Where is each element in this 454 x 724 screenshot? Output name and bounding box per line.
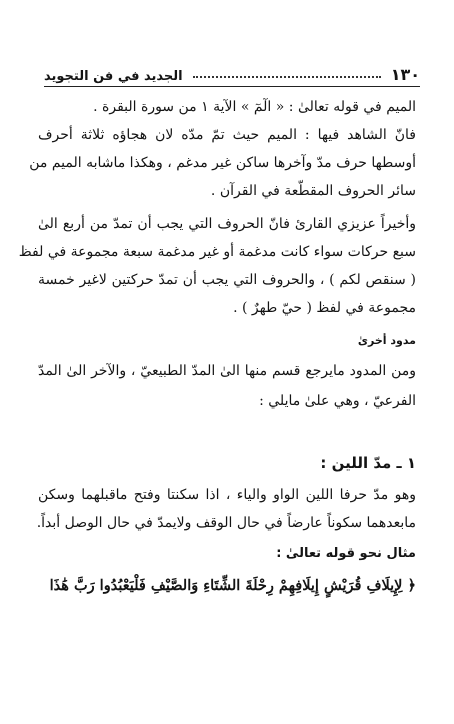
example-heading: مثال نحو قوله تعالىٰ : bbox=[276, 546, 416, 561]
page-number: ١٣٠ bbox=[390, 65, 420, 84]
section-heading: ١ ـ مدّ اللين : bbox=[320, 454, 416, 472]
quran-verse: ﴿ لِإِيلَافِ قُرَيْشٍ إِيلَافِهِمْ رِحْلَةَ الشِّتَاءِ وَالصَّيْفِ فَلْيَعْبُدُوا رَبَّ هَٰذَا bbox=[49, 577, 416, 594]
running-header bbox=[44, 58, 420, 84]
header-leader-dots bbox=[193, 76, 381, 78]
body-line: وهو مدّ حرفا اللين الواو والياء ، اذا سكنتا وفتح ماقبلهما وسكن bbox=[38, 487, 416, 503]
body-line: الفرعيّ ، وهي علىٰ مايلي : bbox=[259, 393, 416, 409]
body-line: ومن المدود مايرجع قسم منها الىٰ المدّ الطبيعيّ ، والآخر الىٰ المدّ bbox=[38, 363, 416, 379]
subheading: مدود أخرىٰ bbox=[357, 334, 416, 347]
body-line: فانّ الشاهد فيها : الميم حيث تمّ مدّه لان هجاؤه ثلاثة أحرف bbox=[38, 127, 416, 143]
body-line: سائر الحروف المقطّعة في القرآن . bbox=[210, 183, 416, 199]
body-line: مجموعة في لفظ ( حيّ طهرٌ ) . bbox=[233, 300, 416, 316]
header-rule bbox=[44, 86, 420, 87]
running-title: الجديد في فن التجويد bbox=[44, 69, 183, 84]
body-line: ( سنقص لكم ) ، والحروف التي يجب أن تمدّ حركتين لاغير خمسة bbox=[38, 272, 416, 288]
body-line: أوسطها حرف مدّ وآخرها ساكن غير مدغم ، وهكذا ماشابه الميم من bbox=[29, 155, 416, 171]
body-line: سبع حركات سواء كانت مدغمة أو غير مدغمة سبعة مجموعة في لفظ bbox=[18, 244, 416, 260]
body-line: الميم في قوله تعالىٰ : « الٓمٓ » الآية ١ من سورة البقرة . bbox=[93, 99, 416, 115]
body-line: وأخيراً عزيزي القارئ فانّ الحروف التي يجب أن تمدّ من أربع الىٰ bbox=[38, 216, 416, 232]
body-line: مابعدهما سكوناً عارضاً في حال الوقف ولايمدّ في حال الوصل أبداً. bbox=[36, 515, 416, 531]
